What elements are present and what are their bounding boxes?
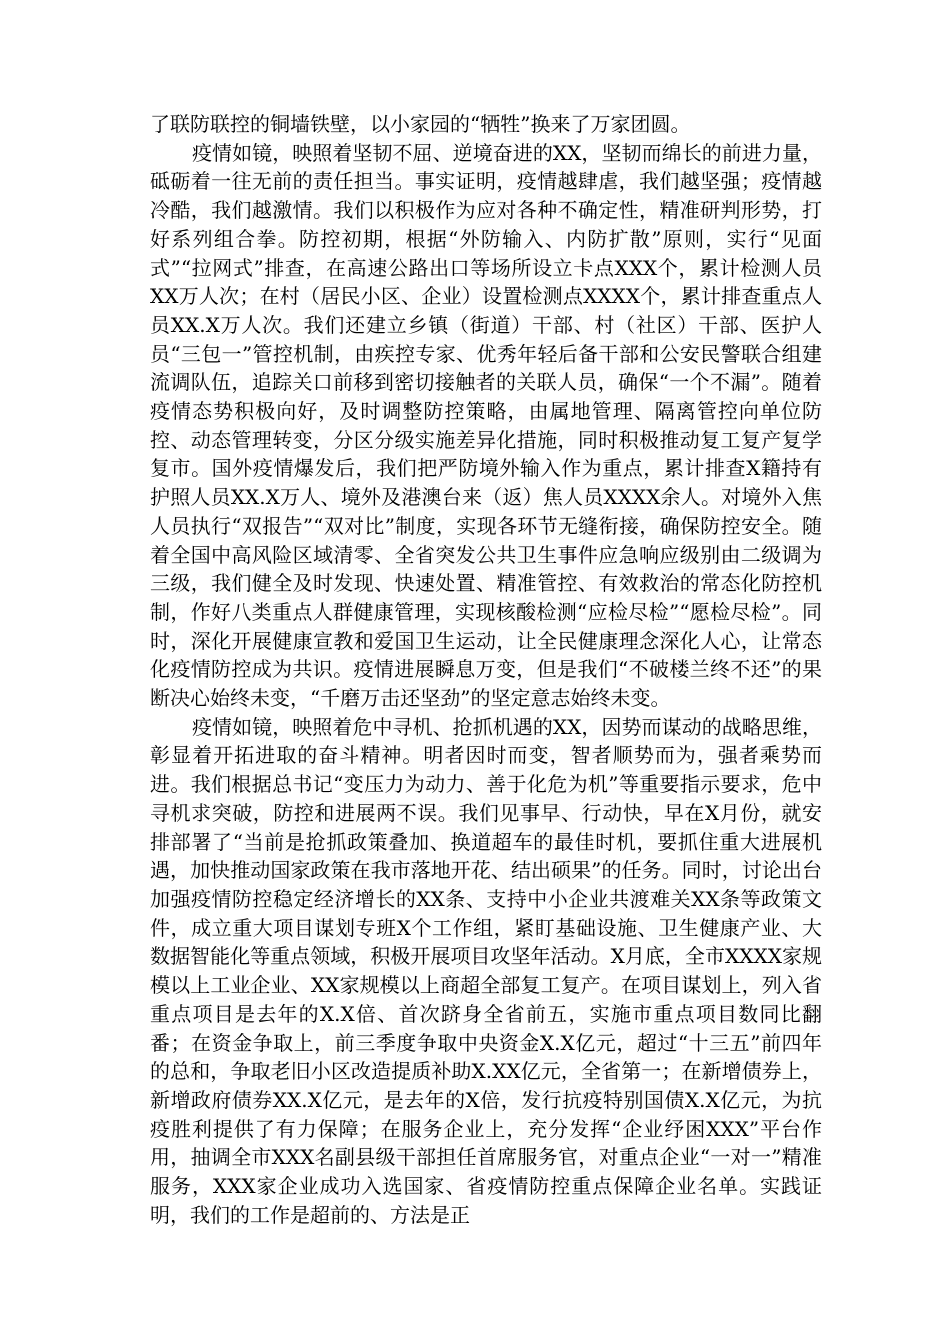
document-page [150, 110, 822, 1229]
paragraph-2: 疫情如镜，映照着坚韧不屈、逆境奋进的XX，坚韧而绵长的前进力量，砥砺着一往无前的责任担当。事实证明，疫情越肆虐，我们越坚强；疫情越冷酷，我们越激情。我们以积极作为应对各种不确定性，精准研判形势，打好系列组合拳。防控初期，根据“外防输入、内防扩散”原则，实行“见面式”“拉网式”排查，在高速公路出口等场所设立卡点XXX个，累计检测人员XX万人次；在村（居民小区、企业）设置检测点XXXX个，累计排查重点人员XX.X万人次。我们还建立乡镇（街道）干部、村（社区）干部、医护人员“三包一”管控机制，由疾控专家、优秀年轻后备干部和公安民警联合组建流调队伍，追踪关口前移到密切接触者的关联人员，确保“一个不漏”。随着疫情态势积极向好，及时调整防控策略，由属地管理、隔离管控向单位防控、动态管理转变，分区分级实施差异化措施，同时积极推动复工复产复学复市。国外疫情爆发后，我们把严防境外输入作为重点，累计排查X籍持有护照人员XX.X万人、境外及港澳台来（返）焦人员XXXX余人。对境外入焦人员执行“双报告”“双对比”制度，实现各环节无缝衔接，确保防控安全。随着全国中高风险区域清零、全省突发公共卫生事件应急响应级别由二级调为三级，我们健全及时发现、快速处置、精准管控、有效救治的常态化防控机制，作好八类重点人群健康管理，实现核酸检测“应检尽检”“愿检尽检”。同时，深化开展健康宣教和爱国卫生运动，让全民健康理念深化人心，让常态化疫情防控成为共识。疫情进展瞬息万变，但是我们“不破楼兰终不还”的果断决心始终未变，“千磨万击还坚劲”的坚定意志始终未变。 [150, 140, 822, 711]
paragraph-3: 疫情如镜，映照着危中寻机、抢抓机遇的XX，因势而谋动的战略思维，彰显着开拓进取的奋斗精神。明者因时而变，智者顺势而为，强者乘势而进。我们根据总书记“变压力为动力、善于化危为机”等重要指示要求，危中寻机求突破，防控和进展两不误。我们见事早、行动快，早在X月份，就安排部署了“当前是抢抓政策叠加、换道超车的最佳时机，要抓住重大进展机遇，加快推动国家政策在我市落地开花、结出硕果”的任务。同时，讨论出台加强疫情防控稳定经济增长的XX条、支持中小企业共渡难关XX条等政策文件，成立重大项目谋划专班X个工作组，紧盯基础设施、卫生健康产业、大数据智能化等重点领域，积极开展项目攻坚年活动。X月底，全市XXXX家规模以上工业企业、XX家规模以上商超全部复工复产。在项目谋划上，列入省重点项目是去年的X.X倍、首次跻身全省前五，实施市重点项目数同比翻番；在资金争取上，前三季度争取中央资金X.X亿元，超过“十三五”前四年的总和，争取老旧小区改造提质补助X.XX亿元，全省第一；在新增债券上，新增政府债券XX.X亿元，是去年的X倍，发行抗疫特别国债X.X亿元，为抗疫胜利提供了有力保障；在服务企业上，充分发挥“企业纾困XXX”平台作用，抽调全市XXX名副县级干部担任首席服务官，对重点企业“一对一”精准服务，XXX家企业成功入选国家、省疫情防控重点保障企业名单。实践证明，我们的工作是超前的、方法是正 [150, 714, 822, 1227]
paragraph-1: 了联防联控的铜墙铁壁，以小家园的“牺牲”换来了万家团圆。 [150, 112, 691, 136]
